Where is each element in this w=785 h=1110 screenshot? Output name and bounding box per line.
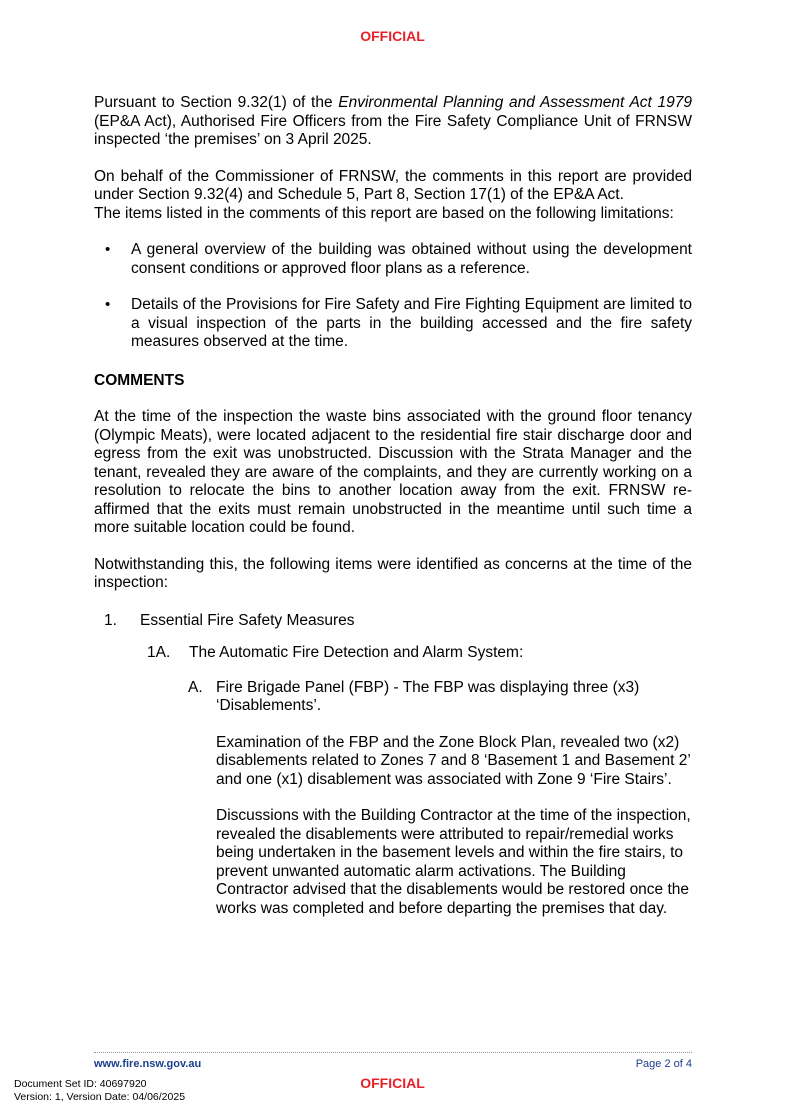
numbered-item-1 [94,612,692,631]
item-letter: A. [188,678,203,696]
document-version: Version: 1, Version Date: 04/06/2025 [14,1091,186,1103]
item-a-paragraph-1: Examination of the FBP and the Zone Block Plan, revealed two (x2) disablements related to Zones 7 and 8 ‘Basement 1 and Basement 2’ and one (x1) disablement was associated with Zone 9 ‘Fire Stairs’. [216,733,691,788]
list-item [94,296,692,352]
list-item-text: Details of the Provisions for Fire Safety and Fire Fighting Equipment are limited to a visual inspection of the parts in the building accessed and the fire safety measures observed at the time. [131,296,692,350]
item-number: 1A. [147,644,171,661]
item-number: 1. [104,611,117,629]
bullet-icon: • [105,296,111,313]
classification-footer: OFFICIAL [360,1075,425,1091]
comments-paragraph-1: At the time of the inspection the waste bins associated with the ground floor tenancy (Olympic Meats), were located adjacent to the residential fire stair discharge door and egress from the exit was unobstructed. Discussion with the Strata Manager and the tenant, revealed they are aware of the complaints, and they are currently working on a resolution to relocate the bins to another location away from the exit. FRNSW re-affirmed that the exits must remain unobstructed in the meantime until such time a more suitable location could be found. [94,408,692,536]
footer-divider [94,1052,692,1053]
intro-paragraph-2: On behalf of the Commissioner of FRNSW, the comments in this report are provided under Section 9.32(4) and Schedule 5, Part 8, Section 17(1) of the EP&A Act. [94,167,692,203]
item-label: The Automatic Fire Detection and Alarm System: [189,644,524,661]
list-item-text: A general overview of the building was obtained without using the development consent conditions or approved floor plans as a reference. [131,241,692,277]
bullet-icon: • [105,241,111,258]
classification-header: OFFICIAL [360,28,425,44]
footer-website-link[interactable]: www.fire.nsw.gov.au [94,1058,202,1070]
item-label: Essential Fire Safety Measures [140,611,355,629]
list-item [94,241,692,278]
item-a-paragraph-2: Discussions with the Building Contractor at the time of the inspection, revealed the disablements were attributed to repair/remedial works being undertaken in the basement levels and within the fire stairs, to prevent unwanted automatic alarm activations. The Building Contractor advised that the disablements would be restored once the works was completed and before departing the premises that day. [216,807,691,917]
numbered-item-1a [94,644,692,663]
comments-heading: COMMENTS [94,371,185,389]
item-label: Fire Brigade Panel (FBP) - The FBP was displaying three (x3) ‘Disablements’. [216,678,640,714]
comments-paragraph-2: Notwithstanding this, the following items were identified as concerns at the time of the inspection: [94,555,692,591]
lettered-item-a [94,679,692,716]
document-set-id: Document Set ID: 40697920 [14,1078,147,1090]
report-body [94,94,692,918]
limitations-list [94,241,692,352]
intro-paragraph-1 [94,94,692,150]
document-info [14,1078,185,1104]
intro-text-a: Pursuant to Section 9.32(1) of the [94,94,339,111]
intro-paragraph-3: The items listed in the comments of this report are based on the following limitations: [94,204,674,222]
footer-page-number: Page 2 of 4 [635,1058,692,1070]
intro-text-b: (EP&A Act), Authorised Fire Officers from the Fire Safety Compliance Unit of FRNSW inspected ‘the premises’ on 3 April 2025. [94,112,692,148]
act-title: Environmental Planning and Assessment Act 1979 [338,94,692,111]
